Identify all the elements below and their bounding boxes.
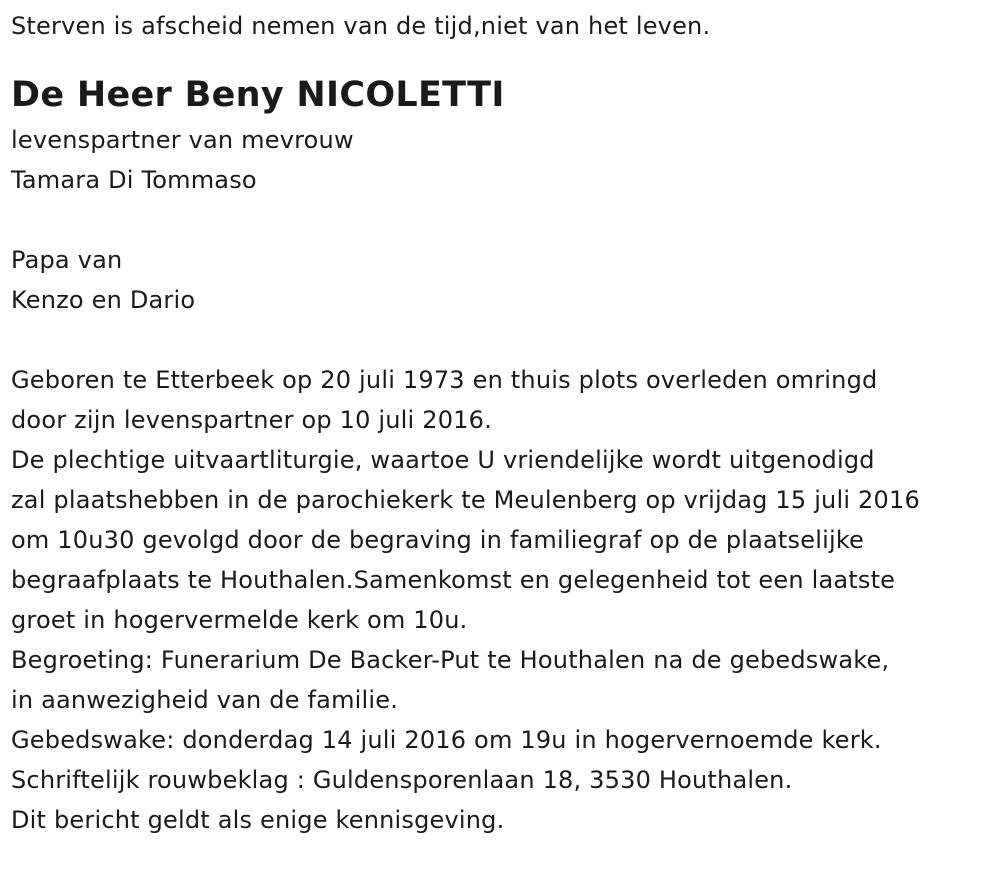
spacer <box>11 200 996 240</box>
motto: Sterven is afscheid nemen van de tijd,niet van het leven. <box>11 12 711 40</box>
body-line: door zijn levenspartner op 10 juli 2016. <box>11 406 492 434</box>
deceased-name: De Heer Beny NICOLETTI <box>11 75 505 115</box>
partner-block <box>11 120 996 200</box>
body-line: Gebedswake: donderdag 14 juli 2016 om 19u in hogervernoemde kerk. <box>11 726 882 754</box>
notice-body <box>11 360 996 840</box>
body-line: zal plaatshebben in de parochiekerk te Meulenberg op vrijdag 15 juli 2016 <box>11 486 920 514</box>
spacer <box>11 320 996 360</box>
partner-line: levenspartner van mevrouw <box>11 126 354 154</box>
body-line: Schriftelijk rouwbeklag : Guldensporenlaan 18, 3530 Houthalen. <box>11 766 793 794</box>
body-line: in aanwezigheid van de familie. <box>11 686 399 714</box>
body-line: begraafplaats te Houthalen.Samenkomst en gelegenheid tot een laatste <box>11 566 896 594</box>
body-line: Geboren te Etterbeek op 20 juli 1973 en thuis plots overleden omringd <box>11 366 878 394</box>
body-line: De plechtige uitvaartliturgie, waartoe U vriendelijke wordt uitgenodigd <box>11 446 875 474</box>
body-line: Begroeting: Funerarium De Backer-Put te Houthalen na de gebedswake, <box>11 646 890 674</box>
body-line: groet in hogervermelde kerk om 10u. <box>11 606 468 634</box>
death-notice <box>11 6 996 840</box>
children-names: Kenzo en Dario <box>11 286 196 314</box>
children-block <box>11 240 996 320</box>
children-line: Papa van <box>11 246 123 274</box>
body-line: Dit bericht geldt als enige kennisgeving. <box>11 806 505 834</box>
partner-name: Tamara Di Tommaso <box>11 166 257 194</box>
body-line: om 10u30 gevolgd door de begraving in familiegraf op de plaatselijke <box>11 526 865 554</box>
